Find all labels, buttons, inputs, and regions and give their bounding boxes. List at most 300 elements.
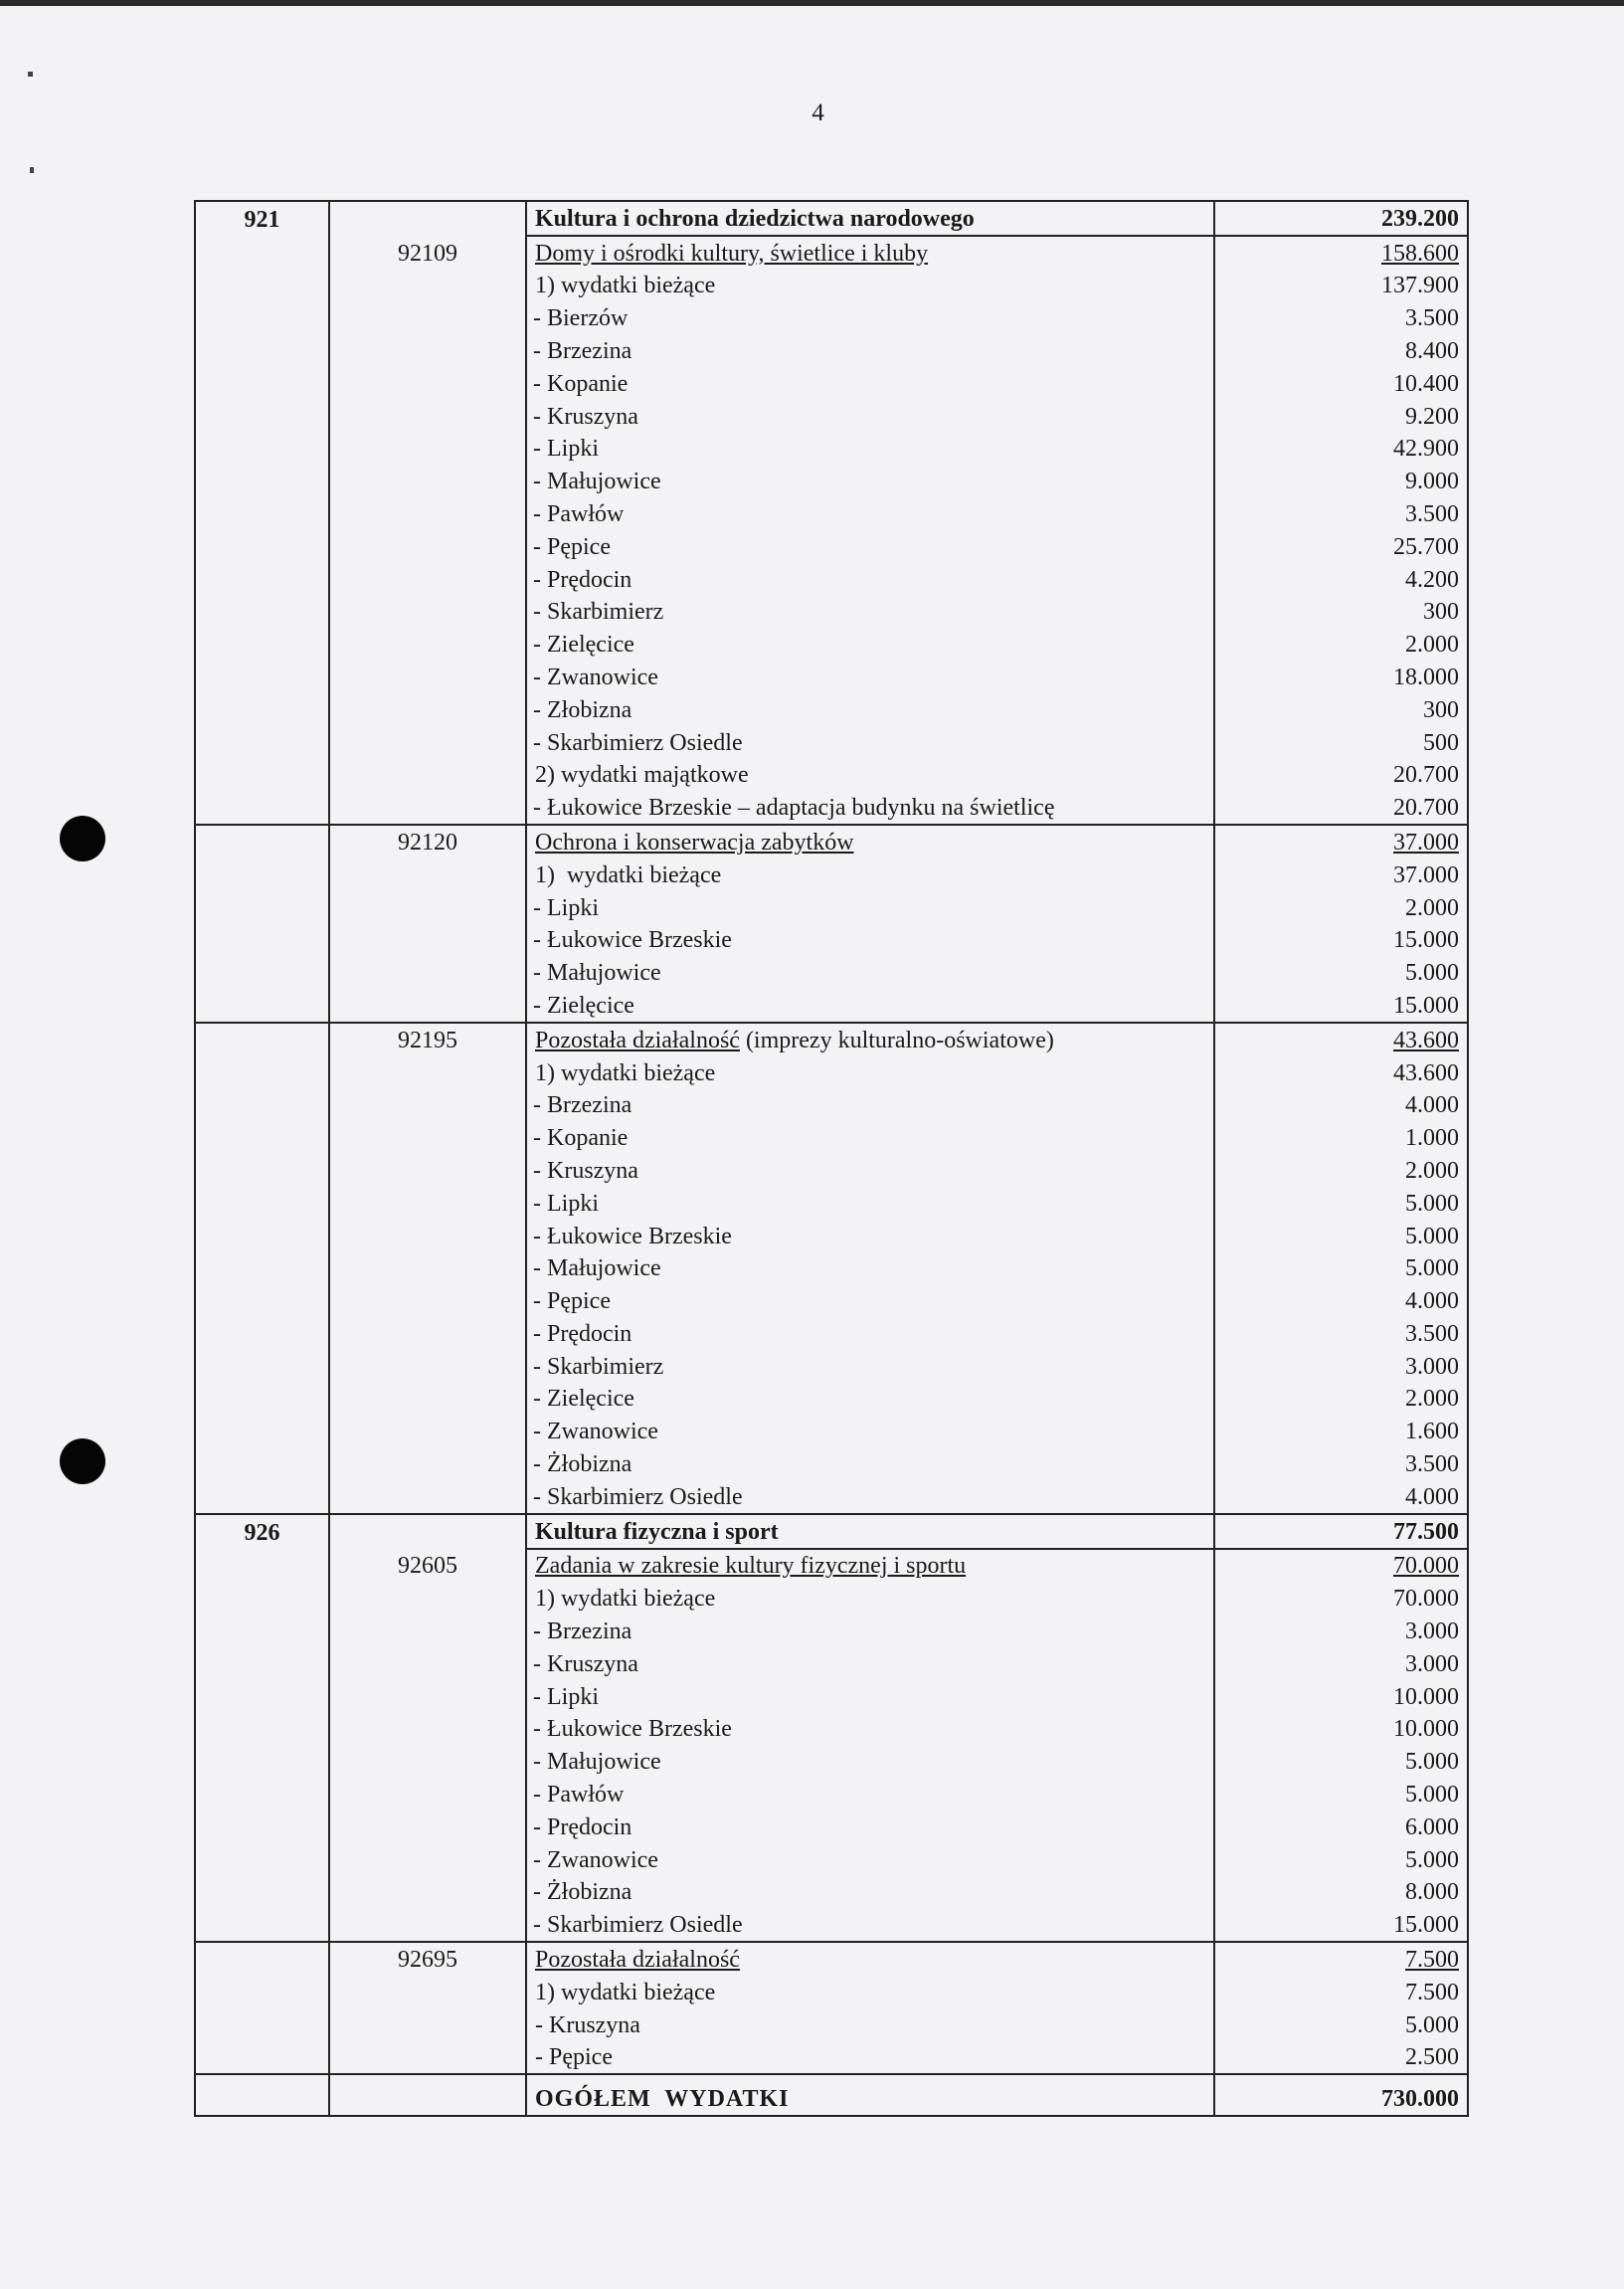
line-item-label: - Lipki [526,1680,1214,1713]
expense-category-label: 1) wydatki bieżące [526,1976,1214,2008]
division-code-empty [195,1876,329,1909]
line-item-amount: 3.000 [1214,1350,1468,1383]
line-item-row [195,1647,1468,1680]
page-number: 4 [812,99,824,126]
line-item-label: - Małujowice [526,465,1214,497]
line-item-amount: 4.000 [1214,1089,1468,1122]
chapter-code-empty [329,433,526,466]
chapter-code-empty [329,1745,526,1778]
line-item-amount: 6.000 [1214,1811,1468,1843]
division-row [195,1514,1468,1549]
line-item-amount: 5.000 [1214,1843,1468,1876]
line-item-label: - Małujowice [526,1252,1214,1285]
division-code-empty [195,596,329,629]
division-code-empty [195,400,329,433]
chapter-title-cell [526,1023,1214,1056]
line-item-label: - Bierzów [526,301,1214,334]
line-item-row [195,301,1468,334]
chapter-code-empty [329,1713,526,1746]
chapter-total: 37.000 [1393,829,1459,856]
chapter-title-cell [526,825,1214,858]
budget-table-body [195,201,1468,2116]
chapter-total: 43.600 [1393,1027,1459,1053]
line-item-row [195,956,1468,989]
chapter-code-empty [329,1843,526,1876]
line-item-row [195,1680,1468,1713]
chapter-code-empty [329,1121,526,1154]
line-item-amount: 10.400 [1214,367,1468,400]
division-code: 921 [195,201,329,236]
division-code-empty [195,924,329,957]
chapter-title-cell [526,1942,1214,1976]
chapter-code: 92109 [329,236,526,270]
scan-top-edge [0,0,1624,6]
division-code-empty [195,1843,329,1876]
line-item-row [195,1121,1468,1154]
division-code-empty [195,693,329,726]
line-item-label: - Brzezina [526,334,1214,367]
chapter-code-empty [329,1252,526,1285]
division-total: 239.200 [1214,201,1468,236]
line-item-amount: 15.000 [1214,1908,1468,1942]
chapter-code-empty [329,1350,526,1383]
division-code-empty [195,1121,329,1154]
chapter-code-empty [329,465,526,497]
division-code-empty [195,1154,329,1187]
division-code-empty [195,989,329,1023]
division-code-empty [195,2008,329,2041]
chapter-code-empty [329,759,526,792]
line-item-amount: 10.000 [1214,1713,1468,1746]
budget-table [194,200,1469,2117]
line-item-label: - Kopanie [526,367,1214,400]
line-item-label: - Łukowice Brzeskie – adaptacja budynku na świetlicę [526,791,1214,825]
line-item-label: - Żłobizna [526,1876,1214,1909]
line-item-amount: 9.200 [1214,400,1468,433]
division-code-empty [195,1447,329,1480]
chapter-total-cell [1214,1549,1468,1583]
division-code-empty [195,1942,329,1976]
chapter-row [195,1023,1468,1056]
line-item-amount: 25.700 [1214,530,1468,563]
chapter-title-note: (imprezy kulturalno-oświatowe) [739,1027,1054,1053]
chapter-code-empty [329,1680,526,1713]
chapter-title: Ochrona i konserwacja zabytków [535,829,854,856]
chapter-code-empty [329,1220,526,1252]
line-item-row [195,924,1468,957]
chapter-code-empty [329,301,526,334]
chapter-code-empty [329,628,526,661]
line-item-row [195,1615,1468,1647]
line-item-amount: 500 [1214,726,1468,759]
chapter-code-empty [329,1154,526,1187]
chapter-total-cell [1214,236,1468,270]
division-title: Kultura fizyczna i sport [526,1514,1214,1549]
line-item-row [195,1317,1468,1350]
chapter-code-empty [329,1056,526,1089]
chapter-code-empty [329,201,526,236]
chapter-code-empty [329,2008,526,2041]
division-code-empty [195,1023,329,1056]
line-item-amount: 10.000 [1214,1680,1468,1713]
line-item-row [195,1089,1468,1122]
line-item-row [195,791,1468,825]
line-item-row [195,465,1468,497]
expense-category-row [195,1056,1468,1089]
chapter-code-empty [329,367,526,400]
expense-category-row [195,759,1468,792]
chapter-code-empty [329,497,526,530]
chapter-code-empty [329,726,526,759]
division-code-empty [195,1220,329,1252]
line-item-label: - Skarbimierz Osiedle [526,726,1214,759]
line-item-row [195,2041,1468,2075]
chapter-row [195,1549,1468,1583]
line-item-label: - Małujowice [526,1745,1214,1778]
line-item-amount: 5.000 [1214,956,1468,989]
line-item-row [195,1350,1468,1383]
line-item-row [195,891,1468,924]
line-item-amount: 5.000 [1214,1252,1468,1285]
line-item-amount: 1.600 [1214,1415,1468,1447]
chapter-code-empty [329,563,526,596]
chapter-code-empty [329,1317,526,1350]
division-code-empty [195,1089,329,1122]
line-item-label: - Skarbimierz [526,1350,1214,1383]
line-item-amount: 15.000 [1214,924,1468,957]
division-code-empty [195,661,329,693]
chapter-code-empty [329,1908,526,1942]
expense-category-label: 1) wydatki bieżące [526,858,1214,891]
line-item-amount: 70.000 [1214,1582,1468,1615]
division-code-empty [195,334,329,367]
chapter-code-empty [329,1383,526,1416]
chapter-code-empty [329,1876,526,1909]
chapter-code-empty [329,270,526,302]
division-code-empty [195,891,329,924]
chapter-title-cell [526,236,1214,270]
division-code-empty [195,1415,329,1447]
line-item-label: - Złobizna [526,693,1214,726]
line-item-amount: 137.900 [1214,270,1468,302]
scan-speck [30,167,34,173]
expense-category-row [195,858,1468,891]
line-item-row [195,628,1468,661]
line-item-label: - Pępice [526,530,1214,563]
line-item-row [195,989,1468,1023]
division-code-empty [195,1976,329,2008]
expense-category-row [195,1976,1468,2008]
line-item-row [195,497,1468,530]
division-code-empty [195,759,329,792]
expense-category-label: 2) wydatki majątkowe [526,759,1214,792]
line-item-amount: 5.000 [1214,1187,1468,1220]
chapter-title: Pozostała działalność [535,1947,740,1974]
chapter-code-empty [329,2074,526,2116]
chapter-total-cell [1214,1942,1468,1976]
line-item-row [195,726,1468,759]
line-item-label: - Lipki [526,1187,1214,1220]
line-item-label: - Kruszyna [526,2008,1214,2041]
line-item-row [195,1447,1468,1480]
line-item-label: - Skarbimierz [526,596,1214,629]
division-code-empty [195,726,329,759]
line-item-label: - Łukowice Brzeskie [526,924,1214,957]
line-item-row [195,1745,1468,1778]
line-item-amount: 3.000 [1214,1615,1468,1647]
line-item-amount: 3.000 [1214,1647,1468,1680]
line-item-label: - Zielęcice [526,1383,1214,1416]
line-item-amount: 4.200 [1214,563,1468,596]
line-item-row [195,1778,1468,1811]
division-code-empty [195,2041,329,2075]
line-item-amount: 20.700 [1214,759,1468,792]
division-code-empty [195,465,329,497]
line-item-label: - Kruszyna [526,400,1214,433]
division-code-empty [195,1811,329,1843]
line-item-row [195,1284,1468,1317]
chapter-code-empty [329,693,526,726]
division-code: 926 [195,1514,329,1549]
division-code-empty [195,530,329,563]
line-item-label: - Żłobizna [526,1447,1214,1480]
line-item-amount: 7.500 [1214,1976,1468,2008]
division-code-empty [195,433,329,466]
chapter-code-empty [329,891,526,924]
chapter-code-empty [329,791,526,825]
line-item-row [195,1908,1468,1942]
division-code-empty [195,1350,329,1383]
division-code-empty [195,791,329,825]
expense-category-label: 1) wydatki bieżące [526,1582,1214,1615]
line-item-row [195,693,1468,726]
division-code-empty [195,2074,329,2116]
division-code-empty [195,497,329,530]
chapter-code-empty [329,1187,526,1220]
chapter-code: 92605 [329,1549,526,1583]
line-item-row [195,1843,1468,1876]
line-item-amount: 2.000 [1214,628,1468,661]
expense-category-label: 1) wydatki bieżące [526,270,1214,302]
line-item-label: - Kruszyna [526,1647,1214,1680]
chapter-code-empty [329,1415,526,1447]
chapter-code-empty [329,1089,526,1122]
line-item-row [195,1252,1468,1285]
division-code-empty [195,956,329,989]
chapter-row [195,825,1468,858]
division-code-empty [195,1745,329,1778]
chapter-total: 7.500 [1405,1947,1459,1974]
line-item-amount: 3.500 [1214,1317,1468,1350]
division-code-empty [195,367,329,400]
division-code-empty [195,1252,329,1285]
line-item-amount: 5.000 [1214,1220,1468,1252]
chapter-row [195,236,1468,270]
line-item-amount: 5.000 [1214,1745,1468,1778]
line-item-row [195,1383,1468,1416]
line-item-amount: 43.600 [1214,1056,1468,1089]
line-item-label: - Pawłów [526,1778,1214,1811]
chapter-total: 70.000 [1393,1553,1459,1580]
line-item-amount: 2.000 [1214,1154,1468,1187]
line-item-amount: 8.000 [1214,1876,1468,1909]
line-item-amount: 18.000 [1214,661,1468,693]
chapter-code-empty [329,530,526,563]
chapter-code-empty [329,956,526,989]
line-item-amount: 20.700 [1214,791,1468,825]
division-code-empty [195,1317,329,1350]
line-item-amount: 2.000 [1214,891,1468,924]
line-item-amount: 42.900 [1214,433,1468,466]
line-item-amount: 4.000 [1214,1284,1468,1317]
chapter-code: 92120 [329,825,526,858]
division-code-empty [195,1680,329,1713]
grand-total-row [195,2074,1468,2116]
line-item-row [195,433,1468,466]
line-item-row [195,1220,1468,1252]
line-item-amount: 300 [1214,596,1468,629]
line-item-row [195,1876,1468,1909]
punch-hole [60,816,105,861]
division-code-empty [195,1480,329,1514]
division-code-empty [195,1778,329,1811]
line-item-row [195,1154,1468,1187]
chapter-code-empty [329,2041,526,2075]
line-item-label: - Prędocin [526,563,1214,596]
line-item-label: - Kopanie [526,1121,1214,1154]
line-item-label: - Brzezina [526,1615,1214,1647]
division-code-empty [195,270,329,302]
expense-category-row [195,270,1468,302]
line-item-label: - Zwanowice [526,1415,1214,1447]
line-item-label: - Lipki [526,433,1214,466]
line-item-amount: 8.400 [1214,334,1468,367]
line-item-amount: 1.000 [1214,1121,1468,1154]
grand-total-label: OGÓŁEM WYDATKI [526,2074,1214,2116]
line-item-label: - Prędocin [526,1811,1214,1843]
expense-category-label: 1) wydatki bieżące [526,1056,1214,1089]
line-item-amount: 3.500 [1214,1447,1468,1480]
division-code-empty [195,236,329,270]
line-item-row [195,367,1468,400]
division-code-empty [195,1582,329,1615]
line-item-label: - Pępice [526,2041,1214,2075]
line-item-row [195,1415,1468,1447]
division-code-empty [195,628,329,661]
chapter-code-empty [329,858,526,891]
division-code-empty [195,1908,329,1942]
chapter-title: Pozostała działalność [535,1027,740,1053]
chapter-code-empty [329,1284,526,1317]
line-item-label: - Zielęcice [526,989,1214,1023]
line-item-label: - Zwanowice [526,1843,1214,1876]
line-item-label: - Lipki [526,891,1214,924]
line-item-row [195,563,1468,596]
division-code-empty [195,1056,329,1089]
division-code-empty [195,1284,329,1317]
line-item-amount: 9.000 [1214,465,1468,497]
chapter-title: Domy i ośrodki kultury, świetlice i kluby [535,240,929,267]
line-item-row [195,530,1468,563]
chapter-code-empty [329,596,526,629]
division-title: Kultura i ochrona dziedzictwa narodowego [526,201,1214,236]
chapter-code-empty [329,1615,526,1647]
line-item-row [195,596,1468,629]
chapter-code-empty [329,334,526,367]
line-item-label: - Zwanowice [526,661,1214,693]
line-item-amount: 2.500 [1214,2041,1468,2075]
grand-total-amount: 730.000 [1214,2074,1468,2116]
chapter-code: 92695 [329,1942,526,1976]
line-item-label: - Łukowice Brzeskie [526,1220,1214,1252]
division-code-empty [195,858,329,891]
division-code-empty [195,1383,329,1416]
line-item-row [195,400,1468,433]
chapter-total-cell [1214,1023,1468,1056]
line-item-label: - Łukowice Brzeskie [526,1713,1214,1746]
division-code-empty [195,1713,329,1746]
chapter-code-empty [329,1811,526,1843]
chapter-title: Zadania w zakresie kultury fizycznej i sportu [535,1553,967,1580]
chapter-row [195,1942,1468,1976]
line-item-amount: 5.000 [1214,2008,1468,2041]
chapter-code-empty [329,1647,526,1680]
division-code-empty [195,825,329,858]
division-code-empty [195,1647,329,1680]
chapter-total: 158.600 [1381,240,1459,267]
division-total: 77.500 [1214,1514,1468,1549]
chapter-code-empty [329,1976,526,2008]
chapter-total-cell [1214,825,1468,858]
chapter-code-empty [329,400,526,433]
chapter-code-empty [329,1514,526,1549]
chapter-code-empty [329,989,526,1023]
line-item-row [195,661,1468,693]
chapter-code-empty [329,1447,526,1480]
line-item-label: - Skarbimierz Osiedle [526,1480,1214,1514]
line-item-label: - Zielęcice [526,628,1214,661]
line-item-label: - Małujowice [526,956,1214,989]
line-item-row [195,2008,1468,2041]
chapter-code-empty [329,1582,526,1615]
division-code-empty [195,1549,329,1583]
chapter-code: 92195 [329,1023,526,1056]
expense-category-row [195,1582,1468,1615]
line-item-row [195,1713,1468,1746]
line-item-amount: 4.000 [1214,1480,1468,1514]
line-item-row [195,1811,1468,1843]
line-item-amount: 15.000 [1214,989,1468,1023]
division-code-empty [195,1187,329,1220]
line-item-label: - Skarbimierz Osiedle [526,1908,1214,1942]
chapter-code-empty [329,924,526,957]
line-item-amount: 3.500 [1214,301,1468,334]
chapter-code-empty [329,1480,526,1514]
division-code-empty [195,301,329,334]
line-item-amount: 2.000 [1214,1383,1468,1416]
line-item-label: - Pępice [526,1284,1214,1317]
chapter-code-empty [329,1778,526,1811]
division-code-empty [195,1615,329,1647]
line-item-row [195,1187,1468,1220]
line-item-amount: 3.500 [1214,497,1468,530]
line-item-row [195,334,1468,367]
chapter-title-cell [526,1549,1214,1583]
line-item-label: - Prędocin [526,1317,1214,1350]
division-code-empty [195,563,329,596]
division-row [195,201,1468,236]
line-item-row [195,1480,1468,1514]
